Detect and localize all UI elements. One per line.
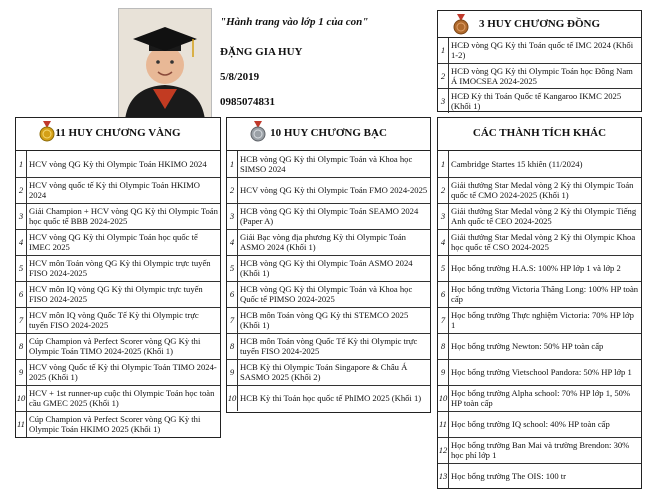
silver-item-number: 6 xyxy=(227,281,238,307)
gold-item-number: 2 xyxy=(16,177,27,203)
silver-item-number: 7 xyxy=(227,307,238,333)
bronze-item-number: 1 xyxy=(438,38,449,63)
gold-item-text: Cúp Champion và Perfect Scorer vòng QG Kỳ thi Olympic Toán HKIMO 2025 (Khối 1) xyxy=(27,411,221,437)
other-item-text: Học bổng trường Vietschool Pandora: 50% HP lớp 1 xyxy=(449,359,642,385)
silver-item-number: 8 xyxy=(227,333,238,359)
other-item-text: Giải thưởng Star Medal vòng 2 Kỳ thi Olympic Tiếng Anh quốc tế CEO 2024-2025 xyxy=(449,203,642,229)
other-item-text: Học bổng trường Ban Mai và trường Brendon: 30% học phí lớp 1 xyxy=(449,437,642,463)
other-item-text: Giải thưởng Star Medal vòng 2 Kỳ thi Olympic Khoa học quốc tế CSO 2024-2025 xyxy=(449,229,642,255)
other-item xyxy=(438,151,641,177)
other-item-number: 6 xyxy=(438,281,449,307)
gold-item-number: 11 xyxy=(16,411,27,437)
other-item-text: Học bổng trường Alpha school: 70% HP lớp 1, 50% HP toàn cấp xyxy=(449,385,642,411)
gold-item xyxy=(16,203,220,229)
other-item xyxy=(438,333,641,359)
other-list xyxy=(438,151,641,489)
silver-item-number: 10 xyxy=(227,385,238,411)
silver-item-text: HCB vòng QG Kỳ thi Olympic Toán và Khoa học SIMSO 2024 xyxy=(238,151,431,177)
bronze-item-text: HCĐ vòng QG Kỳ thi Toán quốc tế IMC 2024 (Khối 1-2) xyxy=(449,38,642,63)
silver-card-header xyxy=(227,118,430,151)
silver-item xyxy=(227,333,430,359)
other-item-number: 11 xyxy=(438,411,449,437)
other-item-text: Học bổng trường Victoria Thăng Long: 100% HP toàn cấp xyxy=(449,281,642,307)
other-item xyxy=(438,359,641,385)
bronze-list xyxy=(438,38,641,113)
silver-item xyxy=(227,203,430,229)
gold-item-text: HCV vòng quốc tế Kỳ thi Olympic Toán HKIMO 2024 xyxy=(27,177,221,203)
silver-item xyxy=(227,255,430,281)
gold-item xyxy=(16,333,220,359)
silver-item-text: HCB Kỳ thi Toán học quốc tế PhIMO 2025 (Khối 1) xyxy=(238,385,431,411)
gold-item-text: HCV + 1st runner-up cuộc thi Olympic Toán học toàn cầu GMEC 2025 (Khối 1) xyxy=(27,385,221,411)
other-card-header xyxy=(438,118,641,151)
other-item xyxy=(438,255,641,281)
gold-item-number: 7 xyxy=(16,307,27,333)
gold-item xyxy=(16,385,220,411)
profile-dob: 5/8/2019 xyxy=(220,71,260,83)
gold-item-text: HCV vòng Quốc tế Kỳ thi Olympic Toán TIMO 2024-2025 (Khối 1) xyxy=(27,359,221,385)
bronze-item-text: HCĐ Kỳ thi Toán Quốc tế Kangaroo IKMC 2025 (Khối 1) xyxy=(449,88,642,113)
bronze-item xyxy=(438,63,641,88)
gold-item xyxy=(16,281,220,307)
gold-item-text: Cúp Champion và Perfect Scorer vòng QG Kỳ thi Olympic Toán TIMO 2024-2025 (Khối 1) xyxy=(27,333,221,359)
other-item xyxy=(438,177,641,203)
other-item-number: 5 xyxy=(438,255,449,281)
gold-item xyxy=(16,255,220,281)
silver-item-text: HCB Kỳ thi Olympic Toán Singapore & Châu Á SASMO 2025 (Khối 2) xyxy=(238,359,431,385)
gold-card-title: 11 HUY CHƯƠNG VÀNG xyxy=(55,127,181,139)
bronze-card-header xyxy=(438,11,641,38)
other-item-number: 13 xyxy=(438,463,449,489)
other-item-number: 3 xyxy=(438,203,449,229)
gold-item-number: 4 xyxy=(16,229,27,255)
gold-item xyxy=(16,151,220,177)
other-item-text: Học bổng trường IQ school: 40% HP toàn cấp xyxy=(449,411,642,437)
other-item xyxy=(438,307,641,333)
other-item-text: Cambridge Startes 15 khiên (11/2024) xyxy=(449,151,642,177)
silver-item xyxy=(227,385,430,411)
silver-item-number: 1 xyxy=(227,151,238,177)
other-item xyxy=(438,385,641,411)
gold-item-text: HCV môn Toán vòng QG Kỳ thi Olympic trực tuyến FISO 2024-2025 xyxy=(27,255,221,281)
other-item-number: 12 xyxy=(438,437,449,463)
other-item-number: 8 xyxy=(438,333,449,359)
gold-item-text: HCV môn IQ vòng QG Kỳ thi Olympic trực tuyến FISO 2024-2025 xyxy=(27,281,221,307)
gold-item-number: 3 xyxy=(16,203,27,229)
other-item-number: 10 xyxy=(438,385,449,411)
other-achievements-card xyxy=(437,117,642,489)
gold-item-number: 10 xyxy=(16,385,27,411)
silver-item-number: 9 xyxy=(227,359,238,385)
profile-name: ĐẶNG GIA HUY xyxy=(220,46,303,58)
silver-item xyxy=(227,307,430,333)
gold-item xyxy=(16,177,220,203)
silver-item-number: 4 xyxy=(227,229,238,255)
other-item-text: Học bổng trường Thực nghiệm Victoria: 70% HP lớp 1 xyxy=(449,307,642,333)
other-item-number: 4 xyxy=(438,229,449,255)
silver-item xyxy=(227,359,430,385)
bronze-card-title: 3 HUY CHƯƠNG ĐỒNG xyxy=(478,18,601,30)
gold-item xyxy=(16,411,220,437)
profile-phone: 0985074831 xyxy=(220,96,275,108)
silver-medals-card xyxy=(226,117,431,413)
silver-item xyxy=(227,281,430,307)
silver-item-text: HCB môn Toán vòng Quốc Tế Kỳ thi Olympic trực tuyến FISO 2024-2025 xyxy=(238,333,431,359)
gold-medals-card xyxy=(15,117,221,438)
silver-item-text: HCB vòng QG Kỳ thi Olympic Toán SEAMO 2024 (Paper A) xyxy=(238,203,431,229)
gold-item-number: 6 xyxy=(16,281,27,307)
other-item xyxy=(438,437,641,463)
silver-item-number: 5 xyxy=(227,255,238,281)
gold-item-text: Giải Champion + HCV vòng QG Kỳ thi Olympic Toán học quốc tế BBB 2024-2025 xyxy=(27,203,221,229)
silver-item-text: HCV vòng QG Kỳ thi Olympic Toán FMO 2024-2025 xyxy=(238,177,431,203)
silver-list xyxy=(227,151,430,411)
other-item-number: 9 xyxy=(438,359,449,385)
other-card-title: CÁC THÀNH TÍCH KHÁC xyxy=(472,127,607,139)
other-item-number: 7 xyxy=(438,307,449,333)
gold-list xyxy=(16,151,220,437)
gold-item xyxy=(16,229,220,255)
bronze-item xyxy=(438,88,641,113)
other-item-text: Học bổng trường H.A.S: 100% HP lớp 1 và lớp 2 xyxy=(449,255,642,281)
bronze-medals-card xyxy=(437,10,642,112)
other-item xyxy=(438,463,641,489)
other-item-number: 1 xyxy=(438,151,449,177)
silver-card-title: 10 HUY CHƯƠNG BẠC xyxy=(270,127,387,139)
bronze-item xyxy=(438,38,641,63)
bronze-item-text: HCĐ vòng QG Kỳ thi Olympic Toán học Đông Nam Á IMOCSEA 2024-2025 xyxy=(449,63,642,88)
bronze-item-number: 3 xyxy=(438,88,449,113)
gold-item-text: HCV môn IQ vòng Quốc Tế Kỳ thi Olympic trực tuyến FISO 2024-2025 xyxy=(27,307,221,333)
gold-item-number: 9 xyxy=(16,359,27,385)
other-item-number: 2 xyxy=(438,177,449,203)
silver-item-text: Giải Bạc vòng địa phương Kỳ thi Olympic Toán ASMO 2024 (Khối 1) xyxy=(238,229,431,255)
gold-item xyxy=(16,307,220,333)
gold-item-text: HCV vòng QG Kỳ thi Olympic Toán học quốc tế IMEC 2025 xyxy=(27,229,221,255)
other-item xyxy=(438,411,641,437)
gold-card-header xyxy=(16,118,220,151)
other-item xyxy=(438,281,641,307)
other-item-text: Học bổng trường Newton: 50% HP toàn cấp xyxy=(449,333,642,359)
profile-photo xyxy=(118,8,212,121)
other-item-text: Giải thưởng Star Medal vòng 2 Kỳ thi Olympic Toán quốc tế CMO 2024-2025 (Khối 1) xyxy=(449,177,642,203)
other-item-text: Học bổng trường The OIS: 100 tr xyxy=(449,463,642,489)
bronze-item-number: 2 xyxy=(438,63,449,88)
gold-item xyxy=(16,359,220,385)
gold-item-text: HCV vòng QG Kỳ thi Olympic Toán HKIMO 2024 xyxy=(27,151,221,177)
silver-item-text: HCB môn Toán vòng QG Kỳ thi STEMCO 2025 (Khối 1) xyxy=(238,307,431,333)
gold-item-number: 5 xyxy=(16,255,27,281)
silver-item-number: 3 xyxy=(227,203,238,229)
silver-item xyxy=(227,151,430,177)
silver-item xyxy=(227,229,430,255)
profile-quote: "Hành trang vào lớp 1 của con" xyxy=(220,16,369,28)
silver-item-text: HCB vòng QG Kỳ thi Olympic Toán và Khoa học Quốc tế PIMSO 2024-2025 xyxy=(238,281,431,307)
gold-item-number: 1 xyxy=(16,151,27,177)
silver-item xyxy=(227,177,430,203)
other-item xyxy=(438,229,641,255)
silver-item-text: HCB vòng QG Kỳ thi Olympic Toán ASMO 2024 (Khối 1) xyxy=(238,255,431,281)
silver-item-number: 2 xyxy=(227,177,238,203)
other-item xyxy=(438,203,641,229)
gold-item-number: 8 xyxy=(16,333,27,359)
